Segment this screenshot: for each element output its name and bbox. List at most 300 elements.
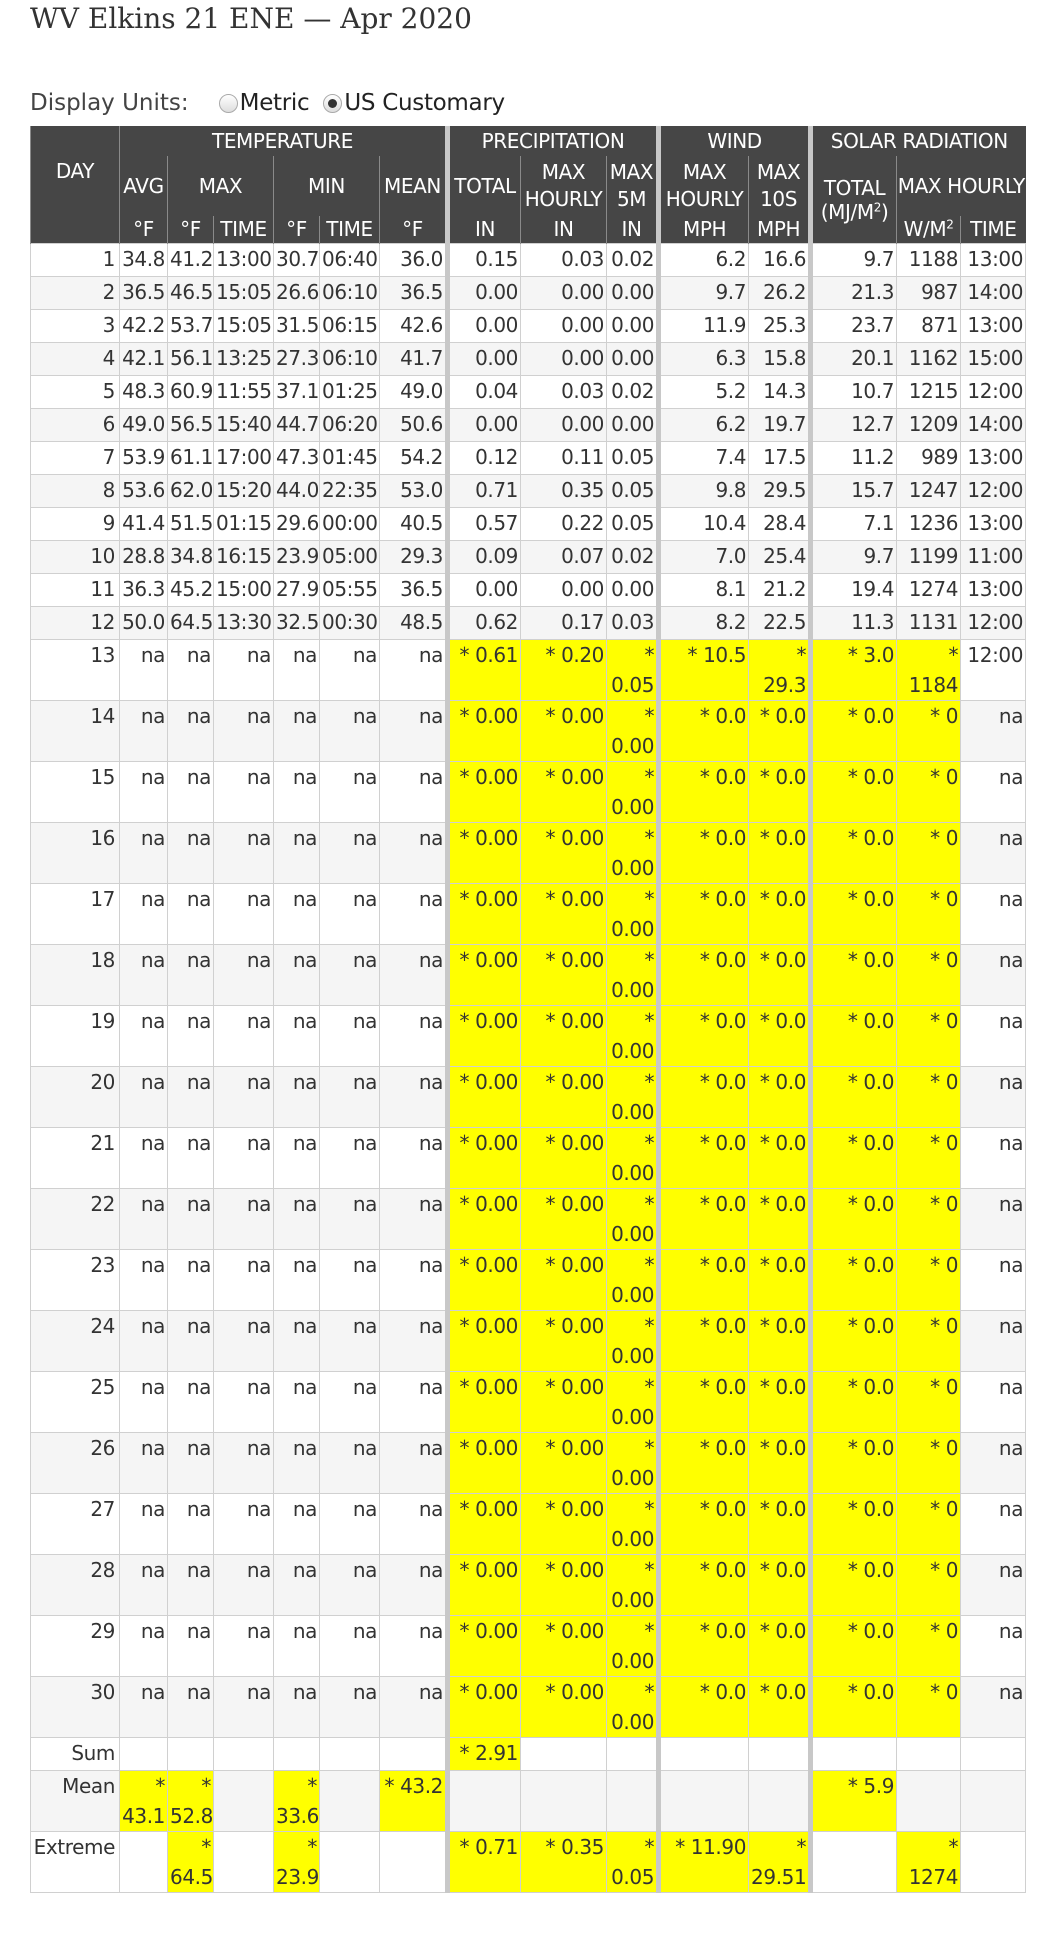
us-customary-radio-icon[interactable] bbox=[323, 94, 342, 113]
cell-precip-max-hourly: * 0.20 bbox=[521, 640, 607, 701]
cell-precip-max-5m: * 0.00 bbox=[607, 1128, 659, 1189]
summary-extreme-solar-max-hourly: * 1274 bbox=[897, 1832, 961, 1893]
cell-max: na bbox=[168, 701, 214, 762]
cell-mean: na bbox=[380, 1372, 448, 1433]
cell-solar-time: na bbox=[961, 1677, 1026, 1738]
cell-precip-max-5m: * 0.00 bbox=[607, 762, 659, 823]
cell-min: na bbox=[274, 1433, 320, 1494]
summary-sum-precip-total: * 2.91 bbox=[448, 1738, 521, 1771]
day-cell: 21 bbox=[31, 1128, 120, 1189]
header-temperature: TEMPERATURE bbox=[120, 126, 448, 156]
header-day: DAY bbox=[31, 126, 120, 216]
metric-radio[interactable] bbox=[219, 90, 310, 116]
cell-precip-max-5m: 0.03 bbox=[607, 607, 659, 640]
cell-precip-total: * 0.00 bbox=[448, 1494, 521, 1555]
cell-min-time: na bbox=[320, 945, 380, 1006]
cell-wind-max-10s: 25.3 bbox=[749, 310, 811, 343]
cell-precip-max-hourly: 0.03 bbox=[521, 244, 607, 277]
header-precip-max-5m: MAX 5M bbox=[607, 156, 659, 216]
cell-avg: na bbox=[120, 1555, 168, 1616]
table-row bbox=[31, 945, 1026, 1006]
cell-solar-max-hourly: 1209 bbox=[897, 409, 961, 442]
header-max: MAX bbox=[168, 156, 274, 216]
summary-sum-min-time bbox=[320, 1738, 380, 1771]
cell-min: na bbox=[274, 701, 320, 762]
cell-min-time: na bbox=[320, 884, 380, 945]
cell-max: na bbox=[168, 1067, 214, 1128]
cell-solar-time: na bbox=[961, 1067, 1026, 1128]
cell-solar-time: na bbox=[961, 823, 1026, 884]
cell-precip-total: 0.00 bbox=[448, 343, 521, 376]
table-row bbox=[31, 442, 1026, 475]
cell-wind-max-hourly: * 0.0 bbox=[659, 762, 749, 823]
cell-min-time: 05:55 bbox=[320, 574, 380, 607]
cell-mean: na bbox=[380, 1311, 448, 1372]
cell-avg: 28.8 bbox=[120, 541, 168, 574]
cell-max-time: 15:40 bbox=[214, 409, 274, 442]
cell-mean: 36.5 bbox=[380, 277, 448, 310]
table-row bbox=[31, 1311, 1026, 1372]
cell-min-time: 06:10 bbox=[320, 277, 380, 310]
header-solar-max-hourly: MAX HOURLY bbox=[897, 156, 1026, 216]
cell-solar-max-hourly: * 0 bbox=[897, 823, 961, 884]
cell-precip-max-5m: * 0.00 bbox=[607, 1372, 659, 1433]
table-row bbox=[31, 1677, 1026, 1738]
cell-solar-max-hourly: 871 bbox=[897, 310, 961, 343]
display-units-label: Display Units: bbox=[30, 90, 189, 116]
cell-precip-max-hourly: 0.11 bbox=[521, 442, 607, 475]
header-unit: MPH bbox=[659, 216, 749, 244]
day-cell: 19 bbox=[31, 1006, 120, 1067]
summary-sum-solar-max-hourly bbox=[897, 1738, 961, 1771]
cell-min: na bbox=[274, 1616, 320, 1677]
cell-solar-total: 10.7 bbox=[811, 376, 897, 409]
cell-max-time: na bbox=[214, 1311, 274, 1372]
cell-precip-max-hourly: * 0.00 bbox=[521, 1616, 607, 1677]
cell-wind-max-10s: 15.8 bbox=[749, 343, 811, 376]
cell-wind-max-10s: * 0.0 bbox=[749, 1433, 811, 1494]
cell-solar-max-hourly: * 0 bbox=[897, 1372, 961, 1433]
summary-row-sum bbox=[31, 1738, 1026, 1771]
cell-min: na bbox=[274, 1555, 320, 1616]
cell-solar-total: 19.4 bbox=[811, 574, 897, 607]
cell-max-time: na bbox=[214, 640, 274, 701]
cell-min: na bbox=[274, 1250, 320, 1311]
cell-solar-max-hourly: 1274 bbox=[897, 574, 961, 607]
cell-precip-max-hourly: * 0.00 bbox=[521, 1250, 607, 1311]
cell-min-time: 06:10 bbox=[320, 343, 380, 376]
cell-solar-max-hourly: * 0 bbox=[897, 1433, 961, 1494]
cell-max: na bbox=[168, 1372, 214, 1433]
cell-precip-total: 0.62 bbox=[448, 607, 521, 640]
cell-min: 44.7 bbox=[274, 409, 320, 442]
cell-solar-max-hourly: * 0 bbox=[897, 1250, 961, 1311]
cell-mean: na bbox=[380, 1189, 448, 1250]
cell-solar-time: 14:00 bbox=[961, 409, 1026, 442]
cell-min: na bbox=[274, 1006, 320, 1067]
cell-solar-time: 13:00 bbox=[961, 508, 1026, 541]
cell-min: na bbox=[274, 1067, 320, 1128]
cell-max: 56.5 bbox=[168, 409, 214, 442]
cell-wind-max-10s: * 0.0 bbox=[749, 1067, 811, 1128]
cell-precip-max-hourly: * 0.00 bbox=[521, 1494, 607, 1555]
cell-precip-max-hourly: * 0.00 bbox=[521, 701, 607, 762]
cell-solar-total: * 0.0 bbox=[811, 1067, 897, 1128]
cell-solar-time: 12:00 bbox=[961, 475, 1026, 508]
day-cell: 2 bbox=[31, 277, 120, 310]
cell-mean: 49.0 bbox=[380, 376, 448, 409]
cell-avg: 36.5 bbox=[120, 277, 168, 310]
cell-max-time: na bbox=[214, 1189, 274, 1250]
cell-wind-max-hourly: 7.4 bbox=[659, 442, 749, 475]
cell-max-time: na bbox=[214, 1677, 274, 1738]
day-cell: 23 bbox=[31, 1250, 120, 1311]
cell-max: 64.5 bbox=[168, 607, 214, 640]
cell-max: 60.9 bbox=[168, 376, 214, 409]
cell-max: 34.8 bbox=[168, 541, 214, 574]
cell-precip-max-5m: * 0.00 bbox=[607, 1494, 659, 1555]
cell-min-time: na bbox=[320, 1616, 380, 1677]
cell-solar-max-hourly: 1236 bbox=[897, 508, 961, 541]
us-customary-radio[interactable] bbox=[323, 90, 504, 116]
cell-wind-max-hourly: * 0.0 bbox=[659, 823, 749, 884]
cell-max-time: 15:00 bbox=[214, 574, 274, 607]
cell-max: 61.1 bbox=[168, 442, 214, 475]
cell-precip-total: * 0.00 bbox=[448, 1555, 521, 1616]
day-cell: 3 bbox=[31, 310, 120, 343]
table-row bbox=[31, 1189, 1026, 1250]
day-cell: 7 bbox=[31, 442, 120, 475]
cell-solar-total: 11.3 bbox=[811, 607, 897, 640]
cell-precip-total: * 0.00 bbox=[448, 1250, 521, 1311]
header-unit: TIME bbox=[214, 216, 274, 244]
day-cell: 18 bbox=[31, 945, 120, 1006]
cell-precip-max-5m: * 0.00 bbox=[607, 1616, 659, 1677]
summary-sum-solar-time bbox=[961, 1738, 1026, 1771]
cell-max: 51.5 bbox=[168, 508, 214, 541]
cell-solar-max-hourly: 989 bbox=[897, 442, 961, 475]
cell-max-time: 15:05 bbox=[214, 277, 274, 310]
header-solar-total-unit: $(MJ/M^2)$ bbox=[820, 199, 889, 224]
cell-solar-total: 12.7 bbox=[811, 409, 897, 442]
cell-wind-max-hourly: * 0.0 bbox=[659, 1494, 749, 1555]
day-cell: 16 bbox=[31, 823, 120, 884]
cell-precip-total: * 0.00 bbox=[448, 762, 521, 823]
cell-wind-max-10s: 25.4 bbox=[749, 541, 811, 574]
cell-solar-max-hourly: * 0 bbox=[897, 1616, 961, 1677]
cell-solar-max-hourly: * 0 bbox=[897, 1006, 961, 1067]
table-row bbox=[31, 884, 1026, 945]
cell-solar-max-hourly: 1247 bbox=[897, 475, 961, 508]
cell-wind-max-hourly: * 0.0 bbox=[659, 945, 749, 1006]
cell-avg: na bbox=[120, 1372, 168, 1433]
day-cell: 8 bbox=[31, 475, 120, 508]
summary-sum-precip-max-5m bbox=[607, 1738, 659, 1771]
summary-mean-precip-max-5m bbox=[607, 1771, 659, 1832]
table-row bbox=[31, 244, 1026, 277]
cell-wind-max-hourly: * 0.0 bbox=[659, 1677, 749, 1738]
cell-precip-max-5m: * 0.00 bbox=[607, 1677, 659, 1738]
cell-precip-max-hourly: * 0.00 bbox=[521, 1372, 607, 1433]
cell-min-time: na bbox=[320, 1128, 380, 1189]
cell-precip-max-5m: * 0.00 bbox=[607, 1555, 659, 1616]
cell-solar-total: * 0.0 bbox=[811, 884, 897, 945]
day-cell: 4 bbox=[31, 343, 120, 376]
cell-precip-total: * 0.00 bbox=[448, 1433, 521, 1494]
cell-precip-max-hourly: 0.00 bbox=[521, 277, 607, 310]
summary-label: Mean bbox=[31, 1771, 120, 1832]
header-solar-total bbox=[811, 156, 897, 244]
cell-max: 45.2 bbox=[168, 574, 214, 607]
table-row bbox=[31, 1372, 1026, 1433]
cell-wind-max-10s: * 0.0 bbox=[749, 1372, 811, 1433]
day-cell: 27 bbox=[31, 1494, 120, 1555]
cell-max: na bbox=[168, 1616, 214, 1677]
cell-solar-total: 7.1 bbox=[811, 508, 897, 541]
cell-precip-max-5m: * 0.00 bbox=[607, 945, 659, 1006]
cell-solar-total: * 0.0 bbox=[811, 1311, 897, 1372]
summary-sum-precip-max-hourly bbox=[521, 1738, 607, 1771]
header-min: MIN bbox=[274, 156, 380, 216]
cell-max-time: 15:05 bbox=[214, 310, 274, 343]
cell-max-time: 01:15 bbox=[214, 508, 274, 541]
cell-wind-max-hourly: * 0.0 bbox=[659, 1372, 749, 1433]
cell-precip-total: * 0.00 bbox=[448, 1311, 521, 1372]
summary-extreme-mean bbox=[380, 1832, 448, 1893]
cell-precip-max-5m: * 0.00 bbox=[607, 1189, 659, 1250]
cell-mean: na bbox=[380, 701, 448, 762]
cell-solar-time: 13:00 bbox=[961, 310, 1026, 343]
summary-mean-min: * 33.6 bbox=[274, 1771, 320, 1832]
cell-min: na bbox=[274, 823, 320, 884]
cell-min-time: na bbox=[320, 1555, 380, 1616]
cell-precip-total: * 0.00 bbox=[448, 884, 521, 945]
summary-sum-min bbox=[274, 1738, 320, 1771]
cell-wind-max-hourly: * 0.0 bbox=[659, 1067, 749, 1128]
cell-precip-max-5m: * 0.00 bbox=[607, 1006, 659, 1067]
header-unit: $W/M^2$ bbox=[897, 216, 961, 244]
cell-wind-max-10s: * 0.0 bbox=[749, 1311, 811, 1372]
table-row bbox=[31, 1128, 1026, 1189]
cell-mean: na bbox=[380, 1067, 448, 1128]
cell-min-time: na bbox=[320, 1494, 380, 1555]
cell-min: 47.3 bbox=[274, 442, 320, 475]
cell-mean: na bbox=[380, 884, 448, 945]
cell-mean: 42.6 bbox=[380, 310, 448, 343]
cell-max-time: 13:30 bbox=[214, 607, 274, 640]
cell-wind-max-10s: * 0.0 bbox=[749, 1006, 811, 1067]
summary-sum-wind-max-hourly bbox=[659, 1738, 749, 1771]
cell-precip-total: 0.71 bbox=[448, 475, 521, 508]
table-row bbox=[31, 574, 1026, 607]
day-cell: 22 bbox=[31, 1189, 120, 1250]
cell-min-time: 05:00 bbox=[320, 541, 380, 574]
metric-radio-icon[interactable] bbox=[219, 94, 238, 113]
cell-mean: 40.5 bbox=[380, 508, 448, 541]
table-row bbox=[31, 823, 1026, 884]
cell-max-time: na bbox=[214, 1067, 274, 1128]
cell-precip-max-hourly: 0.35 bbox=[521, 475, 607, 508]
header-unit: IN bbox=[448, 216, 521, 244]
cell-solar-total: * 0.0 bbox=[811, 1189, 897, 1250]
cell-solar-max-hourly: 1199 bbox=[897, 541, 961, 574]
summary-mean-precip-total bbox=[448, 1771, 521, 1832]
table-row bbox=[31, 508, 1026, 541]
cell-wind-max-10s: 19.7 bbox=[749, 409, 811, 442]
day-cell: 11 bbox=[31, 574, 120, 607]
cell-max-time: na bbox=[214, 1006, 274, 1067]
cell-mean: 36.0 bbox=[380, 244, 448, 277]
day-cell: 30 bbox=[31, 1677, 120, 1738]
cell-solar-max-hourly: * 0 bbox=[897, 1494, 961, 1555]
cell-precip-max-hourly: * 0.00 bbox=[521, 1189, 607, 1250]
cell-min: 27.3 bbox=[274, 343, 320, 376]
cell-mean: 36.5 bbox=[380, 574, 448, 607]
cell-mean: na bbox=[380, 945, 448, 1006]
table-row bbox=[31, 1494, 1026, 1555]
header-precip-total: TOTAL bbox=[448, 156, 521, 216]
table-row bbox=[31, 376, 1026, 409]
cell-max: na bbox=[168, 1494, 214, 1555]
cell-wind-max-10s: 16.6 bbox=[749, 244, 811, 277]
cell-solar-total: * 0.0 bbox=[811, 945, 897, 1006]
cell-wind-max-hourly: 9.7 bbox=[659, 277, 749, 310]
cell-avg: na bbox=[120, 1433, 168, 1494]
cell-precip-max-5m: 0.00 bbox=[607, 574, 659, 607]
cell-solar-max-hourly: * 0 bbox=[897, 701, 961, 762]
cell-min: 31.5 bbox=[274, 310, 320, 343]
cell-solar-time: 13:00 bbox=[961, 244, 1026, 277]
cell-solar-time: na bbox=[961, 701, 1026, 762]
table-row bbox=[31, 475, 1026, 508]
summary-extreme-wind-max-hourly: * 11.90 bbox=[659, 1832, 749, 1893]
cell-precip-total: 0.09 bbox=[448, 541, 521, 574]
cell-precip-max-5m: * 0.00 bbox=[607, 884, 659, 945]
cell-min-time: na bbox=[320, 1006, 380, 1067]
cell-solar-max-hourly: * 0 bbox=[897, 884, 961, 945]
cell-precip-max-hourly: 0.00 bbox=[521, 409, 607, 442]
cell-solar-max-hourly: * 0 bbox=[897, 1555, 961, 1616]
cell-solar-total: 11.2 bbox=[811, 442, 897, 475]
cell-precip-total: * 0.00 bbox=[448, 1006, 521, 1067]
cell-solar-time: na bbox=[961, 1494, 1026, 1555]
cell-solar-total: * 0.0 bbox=[811, 1250, 897, 1311]
cell-avg: na bbox=[120, 640, 168, 701]
cell-avg: 42.2 bbox=[120, 310, 168, 343]
cell-max: 41.2 bbox=[168, 244, 214, 277]
cell-solar-total: 23.7 bbox=[811, 310, 897, 343]
cell-precip-total: * 0.00 bbox=[448, 1067, 521, 1128]
cell-precip-max-5m: * 0.00 bbox=[607, 1311, 659, 1372]
cell-mean: na bbox=[380, 762, 448, 823]
cell-avg: na bbox=[120, 1006, 168, 1067]
cell-avg: na bbox=[120, 945, 168, 1006]
summary-mean-precip-max-hourly bbox=[521, 1771, 607, 1832]
summary-extreme-precip-max-5m: * 0.05 bbox=[607, 1832, 659, 1893]
cell-solar-max-hourly: * 1184 bbox=[897, 640, 961, 701]
cell-avg: na bbox=[120, 1616, 168, 1677]
cell-wind-max-hourly: 6.2 bbox=[659, 244, 749, 277]
cell-precip-max-hourly: * 0.00 bbox=[521, 945, 607, 1006]
cell-solar-time: na bbox=[961, 1311, 1026, 1372]
cell-precip-max-hourly: 0.03 bbox=[521, 376, 607, 409]
cell-precip-total: 0.12 bbox=[448, 442, 521, 475]
cell-max-time: na bbox=[214, 1372, 274, 1433]
cell-max: 56.1 bbox=[168, 343, 214, 376]
cell-precip-total: * 0.00 bbox=[448, 701, 521, 762]
table-row bbox=[31, 1250, 1026, 1311]
cell-solar-total: * 0.0 bbox=[811, 701, 897, 762]
cell-wind-max-hourly: 7.0 bbox=[659, 541, 749, 574]
cell-solar-total: * 0.0 bbox=[811, 1433, 897, 1494]
header-day-unit bbox=[31, 216, 120, 244]
header-unit: IN bbox=[607, 216, 659, 244]
cell-min-time: na bbox=[320, 1311, 380, 1372]
cell-max-time: na bbox=[214, 945, 274, 1006]
cell-precip-max-5m: 0.05 bbox=[607, 508, 659, 541]
cell-solar-total: * 0.0 bbox=[811, 1006, 897, 1067]
cell-solar-total: * 0.0 bbox=[811, 1128, 897, 1189]
table-row bbox=[31, 277, 1026, 310]
header-precipitation: PRECIPITATION bbox=[448, 126, 659, 156]
day-cell: 14 bbox=[31, 701, 120, 762]
summary-extreme-wind-max-10s: * 29.51 bbox=[749, 1832, 811, 1893]
table-row bbox=[31, 409, 1026, 442]
cell-min-time: na bbox=[320, 1677, 380, 1738]
cell-max-time: na bbox=[214, 1433, 274, 1494]
cell-solar-total: * 0.0 bbox=[811, 1616, 897, 1677]
cell-wind-max-hourly: 8.1 bbox=[659, 574, 749, 607]
summary-extreme-min: * 23.9 bbox=[274, 1832, 320, 1893]
cell-avg: na bbox=[120, 1311, 168, 1372]
cell-precip-max-hourly: 0.00 bbox=[521, 343, 607, 376]
day-cell: 9 bbox=[31, 508, 120, 541]
cell-solar-time: na bbox=[961, 1006, 1026, 1067]
cell-solar-time: na bbox=[961, 884, 1026, 945]
day-cell: 24 bbox=[31, 1311, 120, 1372]
cell-solar-total: * 0.0 bbox=[811, 1372, 897, 1433]
cell-avg: na bbox=[120, 1677, 168, 1738]
cell-min-time: 01:45 bbox=[320, 442, 380, 475]
cell-min: na bbox=[274, 762, 320, 823]
cell-min-time: na bbox=[320, 1372, 380, 1433]
table-row bbox=[31, 701, 1026, 762]
header-unit: IN bbox=[521, 216, 607, 244]
cell-min: na bbox=[274, 1372, 320, 1433]
table-row bbox=[31, 1555, 1026, 1616]
cell-precip-total: * 0.00 bbox=[448, 1189, 521, 1250]
cell-min: 32.5 bbox=[274, 607, 320, 640]
cell-solar-total: * 0.0 bbox=[811, 762, 897, 823]
cell-precip-max-5m: * 0.05 bbox=[607, 640, 659, 701]
cell-max-time: na bbox=[214, 884, 274, 945]
header-solar-total-label: TOTAL bbox=[823, 175, 886, 200]
cell-precip-max-hourly: 0.22 bbox=[521, 508, 607, 541]
cell-mean: na bbox=[380, 1555, 448, 1616]
summary-sum-mean bbox=[380, 1738, 448, 1771]
cell-wind-max-hourly: * 0.0 bbox=[659, 1189, 749, 1250]
cell-solar-max-hourly: 1131 bbox=[897, 607, 961, 640]
cell-avg: 36.3 bbox=[120, 574, 168, 607]
cell-precip-max-hourly: * 0.00 bbox=[521, 1555, 607, 1616]
day-cell: 25 bbox=[31, 1372, 120, 1433]
summary-mean-wind-max-10s bbox=[749, 1771, 811, 1832]
cell-mean: na bbox=[380, 1250, 448, 1311]
cell-wind-max-hourly: * 0.0 bbox=[659, 701, 749, 762]
cell-solar-max-hourly: * 0 bbox=[897, 762, 961, 823]
display-units bbox=[30, 86, 519, 120]
header-unit: °F bbox=[274, 216, 320, 244]
